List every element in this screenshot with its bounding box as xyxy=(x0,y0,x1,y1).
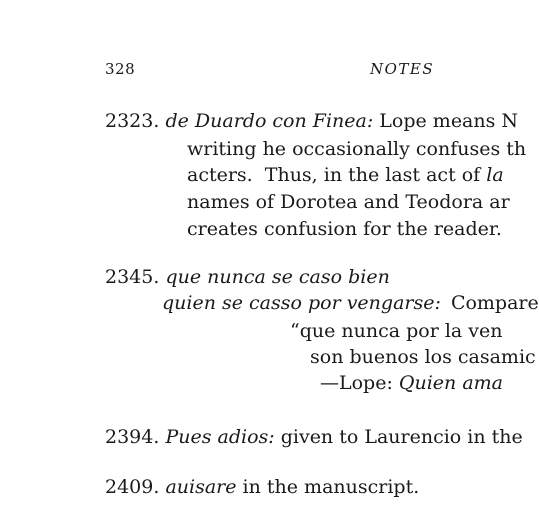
note-2345-quote-line-2: son buenos los casamic xyxy=(310,346,536,368)
note-text: Lope means N xyxy=(379,110,519,132)
note-lemma: de Duardo con Finea: xyxy=(165,110,374,132)
note-2323-line-4: names of Dorotea and Teodora ar xyxy=(187,191,510,213)
note-number: 2323. xyxy=(105,110,160,132)
note-lemma: que nunca se caso bien xyxy=(165,266,390,288)
note-number: 2345. xyxy=(105,266,160,288)
running-title: NOTES xyxy=(370,60,435,78)
note-2323-first-line xyxy=(105,112,518,131)
note-2345-first-line xyxy=(105,268,390,287)
note-text: in the manuscript. xyxy=(242,476,420,498)
note-number: 2394. xyxy=(105,426,160,448)
citation-title: Quien ama xyxy=(398,372,504,394)
note-2345-quote-line-1: “que nunca por la ven xyxy=(290,320,503,342)
note-text: acters. xyxy=(187,164,253,186)
note-lemma: auisare xyxy=(165,476,237,498)
note-text: Thus, in the last act of xyxy=(264,164,481,186)
note-text: given to Laurencio in the xyxy=(280,426,523,448)
note-2409 xyxy=(105,478,419,497)
note-2345-citation xyxy=(320,374,503,393)
note-2323-line-5: creates confusion for the reader. xyxy=(187,218,502,240)
note-2323-line-2: writing he occasionally confuses th xyxy=(187,138,527,160)
note-number: 2409. xyxy=(105,476,160,498)
note-2345-line-2 xyxy=(162,294,539,313)
citation-author: —Lope: xyxy=(320,372,393,394)
note-lemma: quien se casso por vengarse: xyxy=(162,292,441,314)
note-text: Compare xyxy=(450,292,539,314)
page-number: 328 xyxy=(105,60,136,78)
note-2323-line-3 xyxy=(187,166,504,185)
note-lemma: Pues adios: xyxy=(165,426,275,448)
note-italic-title: la xyxy=(486,164,504,186)
note-2394 xyxy=(105,428,523,447)
